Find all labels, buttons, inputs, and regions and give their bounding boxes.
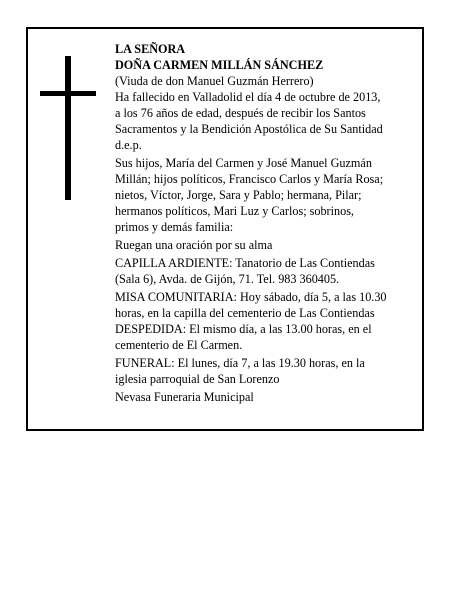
notice-line: CAPILLA ARDIENTE: Tanatorio de Las Contiendas [115,256,375,270]
notice-line: primos y demás familia: [115,220,234,234]
notice-line: d.e.p. [115,138,142,152]
notice-line: hermanos políticos, Mari Luz y Carlos; sobrinos, [115,204,354,218]
deceased-name: DOÑA CARMEN MILLÁN SÁNCHEZ [115,58,324,72]
notice-line: DESPEDIDA: El mismo día, a las 13.00 horas, en el [115,322,372,336]
notice-line: (Sala 6), Avda. de Gijón, 71. Tel. 983 360405. [115,272,340,286]
notice-line: (Viuda de don Manuel Guzmán Herrero) [115,74,314,88]
obituary-notice [26,27,424,431]
notice-line: MISA COMUNITARIA: Hoy sábado, día 5, a las 10.30 [115,290,387,304]
notice-line: a los 76 años de edad, después de recibir los Santos [115,106,366,120]
cross-horizontal-bar [40,91,96,96]
notice-line: cementerio de El Carmen. [115,338,243,352]
cross-vertical-bar [65,56,71,200]
notice-line: iglesia parroquial de San Lorenzo [115,372,280,386]
notice-line: nietos, Víctor, Jorge, Sara y Pablo; hermana, Pilar; [115,188,362,202]
cross-icon [40,56,96,200]
notice-line: Millán; hijos políticos, Francisco Carlos y María Rosa; [115,172,384,186]
notice-line: FUNERAL: El lunes, día 7, a las 19.30 horas, en la [115,356,365,370]
notice-line: Ha fallecido en Valladolid el día 4 de octubre de 2013, [115,90,381,104]
notice-line: Ruegan una oración por su alma [115,238,273,252]
notice-line: horas, en la capilla del cementerio de Las Contiendas [115,306,375,320]
notice-line: Sacramentos y la Bendición Apostólica de Su Santidad [115,122,383,136]
notice-line: Sus hijos, María del Carmen y José Manuel Guzmán [115,156,372,170]
funeral-home-name: Nevasa Funeraria Municipal [115,390,254,404]
notice-line: LA SEÑORA [115,42,186,56]
notice-text [115,41,420,405]
